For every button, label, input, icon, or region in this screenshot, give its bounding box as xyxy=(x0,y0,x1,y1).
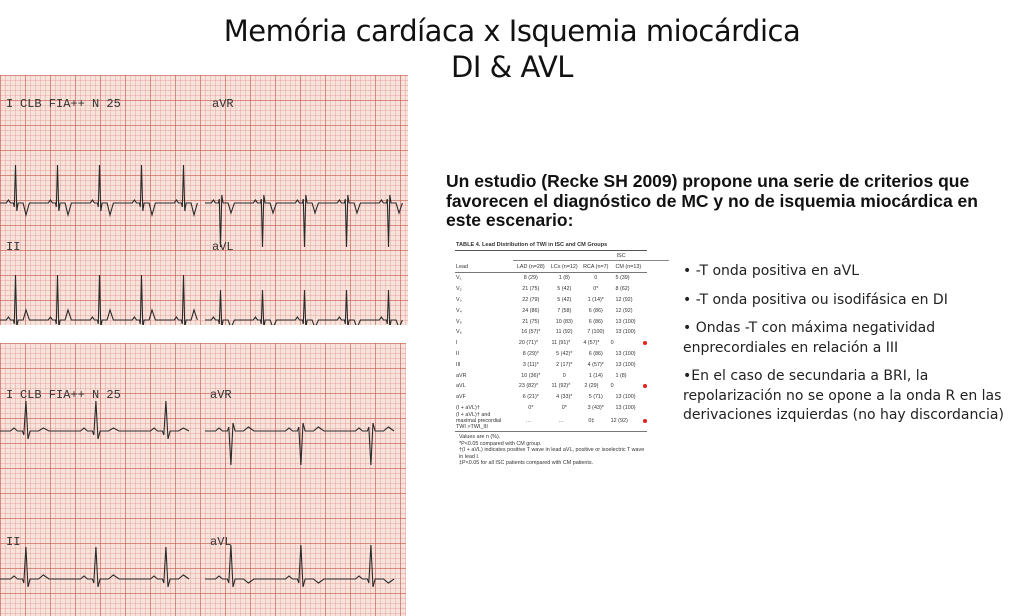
table-row xyxy=(455,392,647,403)
table-cell-cm: 13 (100) xyxy=(615,361,636,368)
table-cell-lcx: 4 (33)* xyxy=(556,394,573,401)
table-caption: TABLE 4. Lead Distribution of TWI in ISC and CM Groups xyxy=(455,240,647,251)
ecg-trace-lead-i xyxy=(0,165,197,215)
table-cell-rca: 6 (86) xyxy=(588,307,603,314)
table-cell-lcx: 0* xyxy=(561,404,567,411)
table-cell-lad: 21 (75) xyxy=(522,318,540,325)
table-cell-lead: II xyxy=(456,350,459,357)
table-cell-rca: 1 (14)* xyxy=(587,296,604,303)
ecg-strip-top xyxy=(0,75,408,325)
ecg-top-lead-avl: aVL xyxy=(212,240,234,254)
table-cell-lcx: 5 (42) xyxy=(557,286,572,293)
table-cell-lcx: 5 (42)* xyxy=(556,350,573,357)
table-cell-lcx: 1 (8) xyxy=(558,275,570,282)
table-cell-cm: 8 (62) xyxy=(615,286,630,293)
twi-table xyxy=(455,240,647,487)
table-cell-rca: 7 (100) xyxy=(587,329,605,336)
table-cell-rca: 0 xyxy=(594,275,598,282)
table-row xyxy=(455,295,647,306)
table-cell-cm: 0 xyxy=(610,340,614,347)
table-cell-rca: 0‡ xyxy=(588,418,595,425)
table-group-header: ISC xyxy=(513,251,669,261)
table-cell-lead: aVF xyxy=(456,394,466,401)
table-cell-lad: 24 (86) xyxy=(522,307,540,314)
criteria-item: • -T onda positiva ou isodifásica en DI xyxy=(683,291,948,308)
table-cell-lad: 21 (75) xyxy=(522,286,540,293)
table-cell-rca: 2 (29) xyxy=(584,383,599,390)
table-cell-lcx: 11 (91)* xyxy=(551,340,571,347)
table-row xyxy=(455,316,647,327)
table-cell-lad: 10 (36)* xyxy=(521,372,541,379)
red-dot-marker xyxy=(643,419,647,423)
ecg-bottom-traces xyxy=(0,343,406,616)
criteria-item: • -T onda positiva en aVL xyxy=(683,263,860,279)
table-body xyxy=(455,273,647,429)
table-cell-lead: aVR xyxy=(456,372,467,379)
table-cell-lad: … xyxy=(525,418,532,425)
table-cell-lead: V₅ xyxy=(456,318,462,325)
criteria-list xyxy=(683,262,1018,435)
red-dot-marker xyxy=(643,341,647,345)
table-cell-lcx: 11 (92) xyxy=(555,329,573,336)
table-cell-rca: 4 (57)* xyxy=(587,361,604,368)
criteria-item: •En el caso de secundaria a BRI, la repolarización no se opone a la onda R en las derivaciones izquierdas (no hay discordancia) xyxy=(683,368,1004,423)
table-cell-lcx: 10 (83) xyxy=(555,318,573,325)
table-cell-rca: 3 (43)* xyxy=(587,404,604,411)
table-cell-cm: 13 (100) xyxy=(615,394,636,401)
column-header: LAD (n=28) xyxy=(516,263,545,270)
table-cell-lead: I xyxy=(456,340,458,347)
table-cell-rca: 1 (14) xyxy=(588,372,603,379)
table-cell-lad: 6 (21)* xyxy=(522,394,539,401)
ecg-trace-lead-avl xyxy=(205,290,402,325)
column-header: CM (n=13) xyxy=(615,263,642,270)
table-footnote: ‡P<0.05 for all ISC patients compared with CM patients. xyxy=(459,460,594,467)
table-cell-lead: (I + aVL)† and maximal precordial TWI >TWI_III xyxy=(456,412,502,431)
table-cell-lad: 8 (29)* xyxy=(522,350,539,357)
column-header: Lead xyxy=(456,263,468,270)
table-row xyxy=(455,305,647,316)
table-row xyxy=(455,284,647,295)
ecg-strip-bottom xyxy=(0,343,406,616)
criteria-item: • Ondas -T con máxima negatividad enprecordiales en relación a III xyxy=(683,320,936,356)
table-cell-lead: V₂ xyxy=(456,286,462,293)
table-cell-lead: III xyxy=(456,361,461,368)
ecg-trace-lead-avr xyxy=(205,195,402,247)
table-cell-lead: V₆ xyxy=(456,329,462,336)
ecg-trace-lead-ii xyxy=(0,547,189,587)
table-cell-lad: 8 (29) xyxy=(523,275,538,282)
table-row xyxy=(455,327,647,338)
table-row xyxy=(455,413,647,429)
table-cell-lcx: 7 (58) xyxy=(557,307,572,314)
table-footnote: Values are n (%). xyxy=(459,434,501,441)
table-header-row xyxy=(455,261,647,273)
ecg-bottom-lead-avl: aVL xyxy=(210,535,232,549)
ecg-top-traces xyxy=(0,75,408,325)
table-cell-rca: 0* xyxy=(593,286,599,293)
table-cell-rca: 6 (86) xyxy=(588,350,603,357)
table-cell-cm: 12 (92) xyxy=(615,296,633,303)
ecg-top-lead-i: I xyxy=(6,97,14,111)
ecg-bottom-lead-i: I xyxy=(6,388,14,402)
table-footnote: †(I + aVL) indicates positive T wave in lead aVL, positive or isoelectric T wave in lead I. xyxy=(459,447,645,460)
table-cell-lead: aVL xyxy=(456,383,466,390)
table-cell-lad: 16 (57)* xyxy=(521,329,541,336)
table-row xyxy=(455,359,647,370)
ecg-trace-lead-avr xyxy=(205,423,394,465)
table-cell-lad: 0* xyxy=(528,404,534,411)
table-row xyxy=(455,349,647,360)
table-cell-cm: 13 (100) xyxy=(615,318,636,325)
ecg-trace-lead-ii xyxy=(0,275,197,325)
table-cell-rca: 6 (86) xyxy=(588,318,603,325)
table-cell-rca: 5 (71) xyxy=(588,394,603,401)
table-cell-lcx: 0 xyxy=(562,372,566,379)
study-heading: Un estudio (Recke SH 2009) propone una serie de criterios que favorecen el diagnóstico de MC y no de isquemia miocárdica en este escenario: xyxy=(446,171,978,230)
table-cell-lead: (I + aVL)† xyxy=(456,404,480,411)
table-cell-lead: V₄ xyxy=(456,307,462,314)
table-row xyxy=(455,338,647,349)
table-cell-lead: V₃ xyxy=(456,296,462,303)
ecg-bottom-lead-avr: aVR xyxy=(210,388,232,402)
table-cell-cm: 13 (100) xyxy=(615,404,636,411)
table-cell-cm: 0 xyxy=(610,383,614,390)
slide-title: Memória cardíaca x Isquemia miocárdica xyxy=(223,14,801,48)
table-cell-lcx: 2 (17)* xyxy=(556,361,573,368)
table-cell-rca: 4 (57)* xyxy=(583,340,600,347)
table-cell-lcx: 5 (42) xyxy=(557,296,572,303)
table-cell-lad: 23 (82)* xyxy=(518,383,539,390)
ecg-bottom-lead-ii: II xyxy=(6,535,21,549)
red-dot-marker xyxy=(643,384,647,388)
table-cell-lead: V₁ xyxy=(456,275,462,282)
table-cell-lad: 22 (79) xyxy=(522,296,540,303)
table-cell-lcx: 11 (92)* xyxy=(551,383,571,390)
ecg-top-lead-ii: II xyxy=(6,240,21,254)
table-cell-cm: 12 (92) xyxy=(615,307,633,314)
table-row xyxy=(455,370,647,381)
ecg-top-lead-avr: aVR xyxy=(212,97,234,111)
ecg-trace-lead-i xyxy=(0,401,189,439)
table-cell-lcx: … xyxy=(558,418,564,425)
table-row xyxy=(455,273,647,284)
table-cell-lad: 20 (71)* xyxy=(518,340,539,347)
slide-subtitle: DI & AVL xyxy=(451,50,573,84)
table-row xyxy=(455,381,647,392)
table-cell-cm: 13 (100) xyxy=(615,350,636,357)
ecg-bottom-annotation: CLB FIA++ N 25 xyxy=(20,388,121,402)
table-cell-cm: 13 (100) xyxy=(615,329,636,336)
table-cell-cm: 12 (92) xyxy=(610,418,628,425)
column-header: LCx (n=12) xyxy=(550,263,578,270)
table-footnotes xyxy=(455,431,647,467)
table-cell-cm: 5 (39) xyxy=(615,275,630,282)
table-cell-lad: 3 (11)* xyxy=(522,361,539,368)
column-header: RCA (n=7) xyxy=(583,263,609,270)
ecg-top-annotation: CLB FIA++ N 25 xyxy=(20,97,121,111)
table-footnote: *P<0.05 compared with CM group. xyxy=(459,440,542,447)
table-cell-cm: 1 (8) xyxy=(615,372,627,379)
ecg-trace-lead-avl xyxy=(205,545,394,587)
